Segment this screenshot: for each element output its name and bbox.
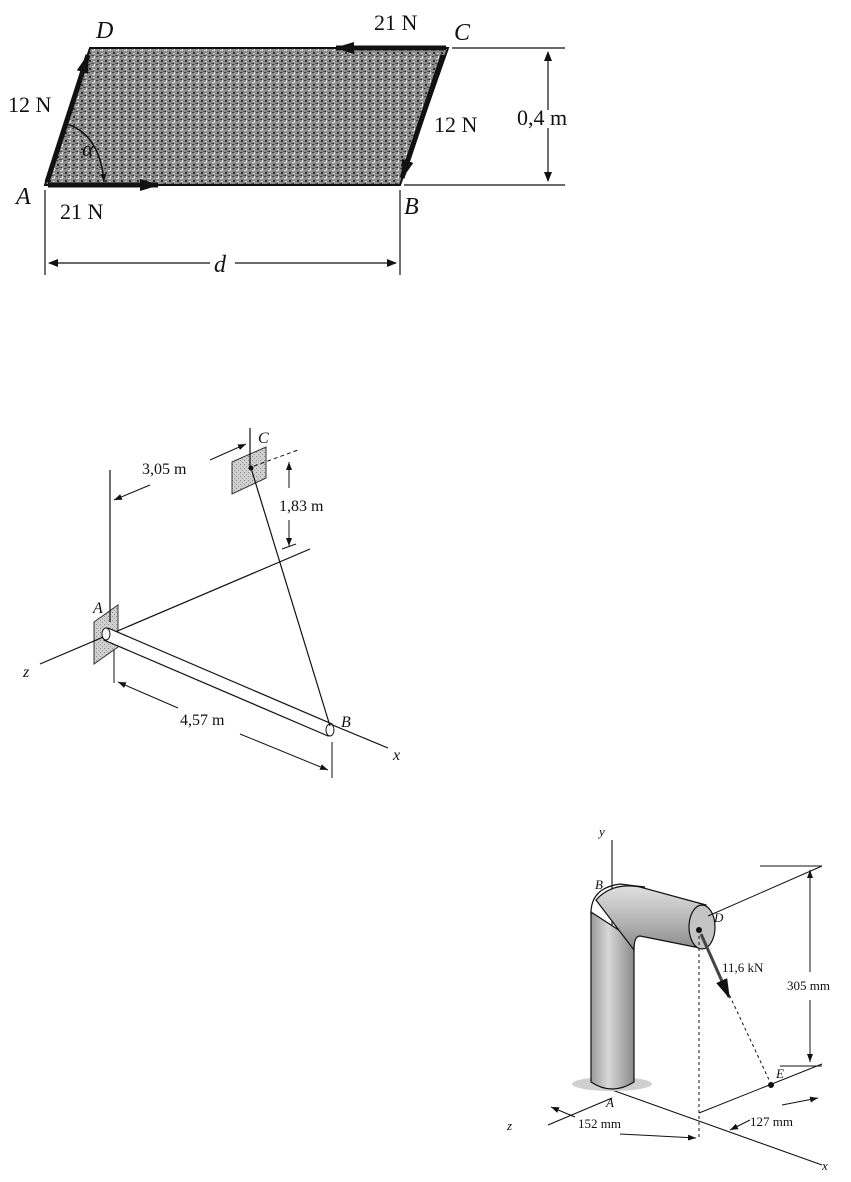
dim-457-left [118, 682, 178, 708]
dim-457-right [240, 734, 328, 770]
label-force-cd: 21 N [374, 10, 418, 35]
label-point-d: D [714, 910, 724, 925]
label-point-b: B [595, 877, 603, 892]
label-height: 0,4 m [517, 105, 568, 130]
figure-parallelogram [8, 10, 567, 278]
label-point-b: B [341, 714, 351, 731]
label-point-a: A [606, 1095, 614, 1110]
figure-bent-pipe [506, 824, 830, 1173]
label-dim-z: 152 mm [578, 1116, 621, 1131]
label-point-d: D [96, 18, 114, 44]
wall-plate-c [232, 447, 266, 494]
label-axis-z: z [507, 1118, 513, 1133]
label-axis-z: z [23, 664, 30, 681]
dim-305-left [114, 485, 150, 500]
label-point-c: C [258, 430, 269, 447]
dim-152-left [551, 1107, 575, 1117]
label-point-a: A [93, 600, 103, 617]
dim-127-right [782, 1098, 818, 1105]
dim-127-left [730, 1120, 750, 1130]
pipe-end-d [689, 905, 715, 949]
bar-end-a [102, 628, 110, 640]
dim-152-right [620, 1134, 696, 1138]
label-axis-y: y [599, 824, 605, 839]
label-force-ad: 12 N [8, 92, 52, 117]
dim-305-right [210, 444, 246, 460]
label-angle: α [82, 136, 94, 161]
label-point-c: C [454, 20, 471, 46]
ref-line-e [699, 1064, 822, 1113]
label-dim-ab: 4,57 m [180, 712, 225, 729]
label-point-e: E [776, 1066, 784, 1081]
label-force-cb: 12 N [434, 112, 478, 137]
axis-line-z [40, 549, 310, 664]
label-axis-x: x [393, 747, 401, 764]
label-dim-height: 305 mm [787, 978, 830, 993]
label-dim-horizontal: 3,05 m [142, 461, 187, 478]
figure-cantilever [22, 428, 400, 778]
label-axis-x: x [822, 1158, 828, 1173]
label-force-ab: 21 N [60, 199, 104, 224]
label-point-b: B [404, 194, 419, 220]
ref-line-top [708, 866, 822, 916]
plate [45, 48, 448, 185]
label-dim-x: 127 mm [750, 1114, 793, 1129]
label-force: 11,6 kN [722, 960, 764, 975]
label-point-a: A [16, 184, 31, 210]
anchor-point-c [249, 466, 254, 471]
label-dim-vertical: 1,83 m [279, 498, 324, 515]
label-width: d [214, 252, 226, 278]
